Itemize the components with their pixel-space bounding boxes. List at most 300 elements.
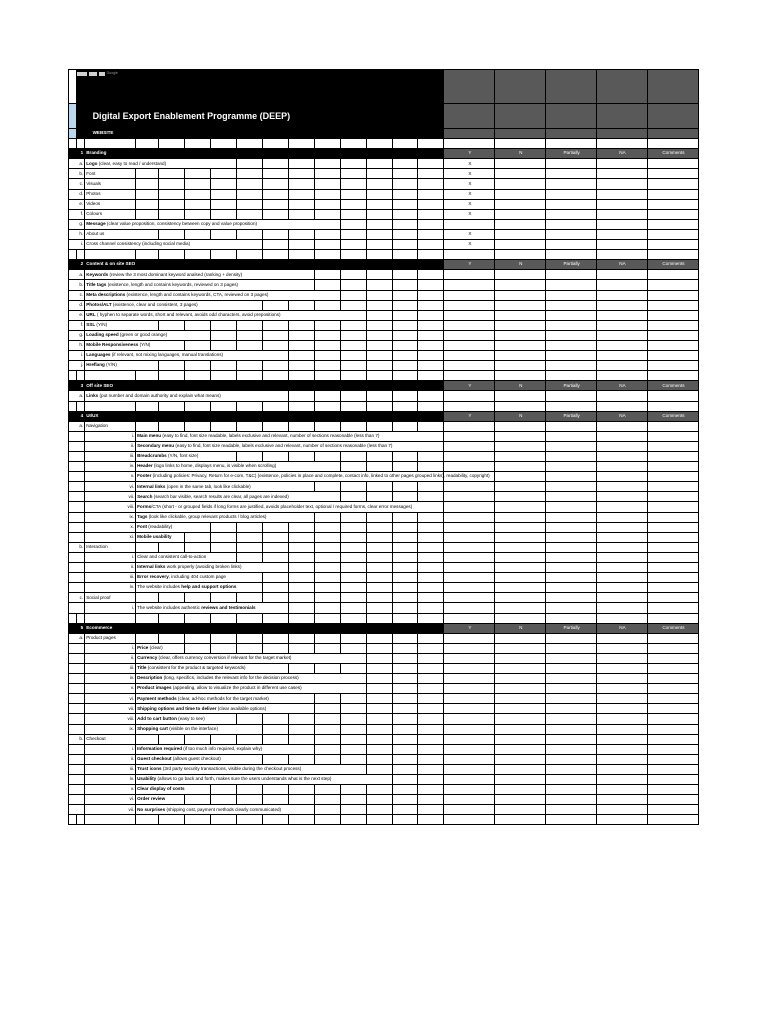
spacer	[69, 431, 85, 441]
sub-item-bold: Forms	[137, 503, 152, 509]
answer-cell	[647, 472, 698, 482]
grid-cell	[210, 785, 236, 795]
answer-cell	[647, 663, 698, 673]
grid-cell	[366, 674, 392, 684]
grid-cell	[314, 583, 340, 593]
grid-cell	[262, 734, 288, 744]
sub-item-bold: Currency	[137, 655, 158, 661]
row-label	[85, 179, 136, 189]
sub-item-bold: Guest checkout	[137, 756, 172, 762]
header-filler	[444, 104, 495, 129]
grid-cell	[418, 361, 444, 371]
answer-cell	[444, 775, 495, 785]
answer-cell	[597, 684, 648, 694]
answer-cell	[597, 401, 648, 411]
answer-cell	[546, 744, 597, 754]
sub-item-bold: Information required	[137, 745, 182, 751]
grid-cell	[366, 522, 392, 532]
answer-cell	[495, 280, 546, 290]
row-index: f.	[69, 320, 85, 330]
answer-cell	[597, 229, 648, 239]
grid-cell	[136, 250, 159, 260]
group-label: Checkout	[85, 734, 136, 744]
grid-cell	[392, 169, 418, 179]
answer-cell	[546, 492, 597, 502]
answer-cell	[597, 320, 648, 330]
answer-cell	[444, 330, 495, 340]
sub-item-row	[69, 431, 699, 441]
sub-item-text: (consistent for the product & targeted keywords)	[146, 665, 246, 671]
answer-cell	[546, 169, 597, 179]
grid-cell	[314, 361, 340, 371]
grid-cell	[340, 754, 366, 764]
column-header: Partially	[546, 411, 597, 421]
grid-cell	[210, 542, 236, 552]
answer-cell	[444, 593, 495, 603]
grid-cell	[288, 300, 314, 310]
grid-cell	[136, 199, 159, 209]
answer-cell	[495, 613, 546, 623]
grid-cell	[340, 371, 366, 381]
answer-cell	[495, 371, 546, 381]
answer-cell	[495, 431, 546, 441]
grid-cell	[236, 734, 262, 744]
grid-cell	[366, 340, 392, 350]
answer-cell	[546, 290, 597, 300]
sub-item-index: iv.	[85, 674, 136, 684]
answer-cell	[647, 482, 698, 492]
answer-cell	[444, 340, 495, 350]
grid-cell	[418, 421, 444, 431]
sub-item-text: /CTA (short - or grouped fields if long forms are justified, avoids placeholder text, optional / required forms, clear error messages)	[151, 503, 413, 509]
checklist-row	[69, 229, 699, 239]
grid-cell	[158, 593, 184, 603]
answer-cell	[444, 139, 495, 149]
grid-cell	[184, 593, 210, 603]
grid-cell	[314, 573, 340, 583]
grid-cell	[288, 179, 314, 189]
answer-cell	[546, 815, 597, 825]
row-label-bold: URL	[86, 311, 96, 317]
answer-cell	[647, 684, 698, 694]
spacer	[69, 785, 85, 795]
grid-cell	[184, 371, 210, 381]
grid-cell	[210, 229, 236, 239]
answer-cell	[546, 421, 597, 431]
grid-cell	[314, 542, 340, 552]
answer-cell	[444, 694, 495, 704]
answer-cell	[597, 502, 648, 512]
grid-cell	[288, 593, 314, 603]
left-marker	[69, 129, 77, 139]
spacer	[69, 775, 85, 785]
grid-cell	[418, 290, 444, 300]
sub-item-row	[69, 532, 699, 542]
answer-cell	[647, 361, 698, 371]
grid-cell	[340, 603, 366, 613]
answer-cell	[444, 462, 495, 472]
sub-item-row	[69, 694, 699, 704]
answer-cell	[647, 421, 698, 431]
grid-cell	[366, 462, 392, 472]
grid-cell	[262, 815, 288, 825]
group-label: Navigation	[85, 421, 136, 431]
header-filler	[597, 70, 648, 104]
grid-cell	[340, 219, 366, 229]
answer-cell	[597, 522, 648, 532]
grid-cell	[262, 159, 288, 169]
answer-cell	[444, 785, 495, 795]
grid-cell	[392, 593, 418, 603]
grid-cell	[340, 805, 366, 815]
answer-cell	[647, 694, 698, 704]
grid-cell	[184, 340, 210, 350]
grid-cell	[210, 179, 236, 189]
grid-cell	[288, 573, 314, 583]
answer-cell	[597, 563, 648, 573]
sub-item-bold: Main menu	[137, 433, 162, 439]
sub-item-row	[69, 684, 699, 694]
toolbar-area	[76, 70, 444, 104]
answer-cell	[647, 401, 698, 411]
grid-cell	[288, 351, 314, 361]
grid-cell	[158, 613, 184, 623]
sub-item-index: vii.	[85, 805, 136, 815]
grid-cell	[366, 199, 392, 209]
row-index: f.	[69, 209, 85, 219]
grid-cell	[418, 643, 444, 653]
answer-cell	[546, 724, 597, 734]
section-title: Ecommerce	[85, 623, 444, 633]
row-label-text: About us	[86, 231, 105, 237]
grid-cell	[288, 724, 314, 734]
grid-cell	[366, 452, 392, 462]
answer-cell	[495, 401, 546, 411]
grid-cell	[392, 310, 418, 320]
grid-cell	[392, 189, 418, 199]
grid-cell	[340, 563, 366, 573]
grid-cell	[210, 340, 236, 350]
answer-cell	[597, 643, 648, 653]
grid-cell	[418, 270, 444, 280]
answer-cell	[495, 472, 546, 482]
grid-cell	[366, 189, 392, 199]
grid-cell	[314, 351, 340, 361]
grid-cell	[340, 340, 366, 350]
grid-cell	[314, 199, 340, 209]
answer-cell	[495, 775, 546, 785]
sub-item-bold: Internal links	[137, 483, 166, 489]
grid-cell	[158, 250, 184, 260]
grid-cell	[340, 159, 366, 169]
answer-cell	[597, 512, 648, 522]
grid-cell	[340, 189, 366, 199]
header-filler	[495, 70, 546, 104]
grid-cell	[418, 583, 444, 593]
column-header: Comments	[647, 149, 698, 159]
answer-cell	[444, 663, 495, 673]
answer-cell	[597, 744, 648, 754]
grid-cell	[418, 714, 444, 724]
grid-cell	[418, 633, 444, 643]
grid-cell	[392, 199, 418, 209]
answer-cell	[647, 189, 698, 199]
sub-item-label	[136, 694, 315, 704]
sub-item-bold: Header	[137, 463, 153, 469]
spacer	[69, 643, 85, 653]
answer-cell	[647, 785, 698, 795]
grid-cell	[288, 330, 314, 340]
checklist-row	[69, 219, 699, 229]
answer-cell	[444, 290, 495, 300]
grid-cell	[288, 159, 314, 169]
section-number: 3	[69, 381, 85, 391]
sub-item-label	[136, 522, 211, 532]
grid-cell	[392, 744, 418, 754]
row-label-bold: Links	[86, 392, 99, 398]
grid-cell	[184, 815, 210, 825]
grid-cell	[158, 169, 184, 179]
sub-item-index: v.	[85, 785, 136, 795]
answer-cell	[647, 351, 698, 361]
sub-item-label	[136, 492, 341, 502]
grid-cell	[340, 704, 366, 714]
grid-cell	[366, 330, 392, 340]
grid-cell	[366, 421, 392, 431]
answer-cell	[647, 593, 698, 603]
grid-cell	[288, 189, 314, 199]
header-filler	[546, 70, 597, 104]
grid-cell	[262, 573, 288, 583]
answer-cell	[546, 714, 597, 724]
answer-cell	[495, 330, 546, 340]
grid-cell	[366, 593, 392, 603]
grid-cell	[366, 724, 392, 734]
answer-cell	[444, 320, 495, 330]
answer-cell	[597, 361, 648, 371]
grid-cell	[392, 684, 418, 694]
grid-cell	[262, 179, 288, 189]
grid-cell	[392, 532, 418, 542]
row-label	[85, 199, 136, 209]
grid-cell	[314, 532, 340, 542]
grid-cell	[340, 462, 366, 472]
grid-cell	[340, 815, 366, 825]
answer-cell	[546, 351, 597, 361]
spacer	[69, 724, 85, 734]
answer-cell	[647, 744, 698, 754]
answer-cell	[546, 441, 597, 451]
row-index: a.	[69, 270, 85, 280]
grid-cell	[314, 250, 340, 260]
row-label	[85, 270, 314, 280]
spacer	[69, 764, 85, 774]
grid-cell	[392, 785, 418, 795]
grid-cell	[392, 351, 418, 361]
grid-cell	[418, 815, 444, 825]
sub-item-bold: Footer	[137, 473, 152, 479]
sub-item-row	[69, 441, 699, 451]
grid-cell	[392, 452, 418, 462]
grid-cell	[392, 563, 418, 573]
grid-cell	[158, 209, 184, 219]
checklist-row	[69, 169, 699, 179]
grid-cell	[262, 189, 288, 199]
spacer	[69, 462, 85, 472]
grid-cell	[136, 734, 159, 744]
grid-cell	[76, 250, 85, 260]
grid-cell	[288, 361, 314, 371]
answer-cell	[444, 573, 495, 583]
sub-item-row	[69, 502, 699, 512]
sub-item-text: (allows to go back and forth, makes sure the users understands what is the next step)	[156, 776, 332, 782]
answer-cell	[597, 452, 648, 462]
grid-cell	[288, 340, 314, 350]
answer-cell	[647, 764, 698, 774]
answer-cell	[647, 240, 698, 250]
grid-cell	[184, 734, 210, 744]
section-title: Content & on site SEO	[85, 260, 444, 270]
grid-cell	[366, 563, 392, 573]
row-index: d.	[69, 300, 85, 310]
answer-cell	[495, 139, 546, 149]
grid-cell	[236, 361, 262, 371]
row-label	[85, 219, 340, 229]
answer-cell	[495, 219, 546, 229]
answer-cell	[495, 270, 546, 280]
row-label-text: Photos	[86, 190, 101, 196]
answer-cell	[546, 300, 597, 310]
toolbar-strip	[77, 71, 139, 77]
grid-cell	[236, 613, 262, 623]
grid-cell	[136, 421, 159, 431]
sub-item-row	[69, 583, 699, 593]
sub-item-bold: Clear display of costs	[137, 786, 185, 792]
answer-cell	[597, 209, 648, 219]
answer-cell	[495, 754, 546, 764]
grid-cell	[340, 209, 366, 219]
grid-cell	[392, 139, 418, 149]
row-index: d.	[69, 189, 85, 199]
grid-cell	[210, 189, 236, 199]
grid-cell	[184, 189, 210, 199]
column-header: N	[495, 260, 546, 270]
grid-cell	[210, 522, 236, 532]
grid-cell	[236, 320, 262, 330]
grid-cell	[340, 613, 366, 623]
sub-item-index: vi.	[85, 482, 136, 492]
sub-item-label	[136, 714, 237, 724]
sub-item-row	[69, 492, 699, 502]
grid-cell	[69, 815, 77, 825]
header-filler	[495, 104, 546, 129]
answer-cell	[546, 401, 597, 411]
grid-cell	[236, 169, 262, 179]
grid-cell	[392, 734, 418, 744]
grid-cell	[314, 300, 340, 310]
sub-item-index: iv.	[85, 583, 136, 593]
grid-cell	[392, 795, 418, 805]
answer-cell	[444, 583, 495, 593]
grid-cell	[184, 643, 210, 653]
answer-cell	[495, 492, 546, 502]
answer-cell	[647, 250, 698, 260]
grid-cell	[158, 179, 184, 189]
grid-cell	[76, 139, 85, 149]
grid-cell	[366, 583, 392, 593]
sub-item-index: iii.	[85, 663, 136, 673]
answer-cell	[597, 764, 648, 774]
grid-cell	[418, 169, 444, 179]
grid-cell	[366, 795, 392, 805]
sub-item-text: The website includes	[137, 584, 182, 590]
checklist-row	[69, 199, 699, 209]
grid-cell	[184, 613, 210, 623]
grid-cell	[262, 754, 288, 764]
answer-cell	[546, 734, 597, 744]
grid-cell	[418, 704, 444, 714]
answer-cell	[597, 694, 648, 704]
grid-cell	[236, 139, 262, 149]
grid-cell	[418, 340, 444, 350]
sub-item-index: iii.	[85, 452, 136, 462]
grid-cell	[184, 229, 210, 239]
sub-item-bold: Search	[137, 493, 153, 499]
answer-cell: X	[444, 209, 495, 219]
sub-item-index: i.	[85, 603, 136, 613]
grid-cell	[210, 795, 236, 805]
answer-cell	[495, 452, 546, 462]
grid-cell	[314, 340, 340, 350]
grid-cell	[314, 563, 340, 573]
answer-cell	[597, 775, 648, 785]
answer-cell	[647, 775, 698, 785]
grid-cell	[314, 734, 340, 744]
grid-cell	[136, 371, 159, 381]
answer-cell	[546, 512, 597, 522]
row-label	[85, 240, 262, 250]
grid-cell	[392, 815, 418, 825]
row-label-bold: Keywords	[86, 271, 109, 277]
grid-cell	[314, 169, 340, 179]
answer-cell	[647, 229, 698, 239]
blank-row	[69, 371, 699, 381]
grid-cell	[366, 169, 392, 179]
answer-cell	[546, 573, 597, 583]
column-header: Partially	[546, 260, 597, 270]
grid-cell	[314, 785, 340, 795]
row-label-bold: Loading speed	[86, 332, 119, 338]
checklist-row	[69, 270, 699, 280]
grid-cell	[288, 320, 314, 330]
sub-item-label	[136, 512, 315, 522]
checklist-row	[69, 280, 699, 290]
answer-cell	[546, 563, 597, 573]
answer-cell	[546, 633, 597, 643]
answer-cell	[546, 250, 597, 260]
header-filler	[647, 129, 698, 139]
grid-cell	[366, 300, 392, 310]
answer-cell	[546, 704, 597, 714]
spacer	[69, 663, 85, 673]
grid-cell	[236, 815, 262, 825]
grid-cell	[418, 684, 444, 694]
header-filler	[546, 129, 597, 139]
grid-cell	[210, 532, 236, 542]
answer-cell	[647, 320, 698, 330]
sub-item-row	[69, 472, 699, 482]
spacer	[69, 532, 85, 542]
